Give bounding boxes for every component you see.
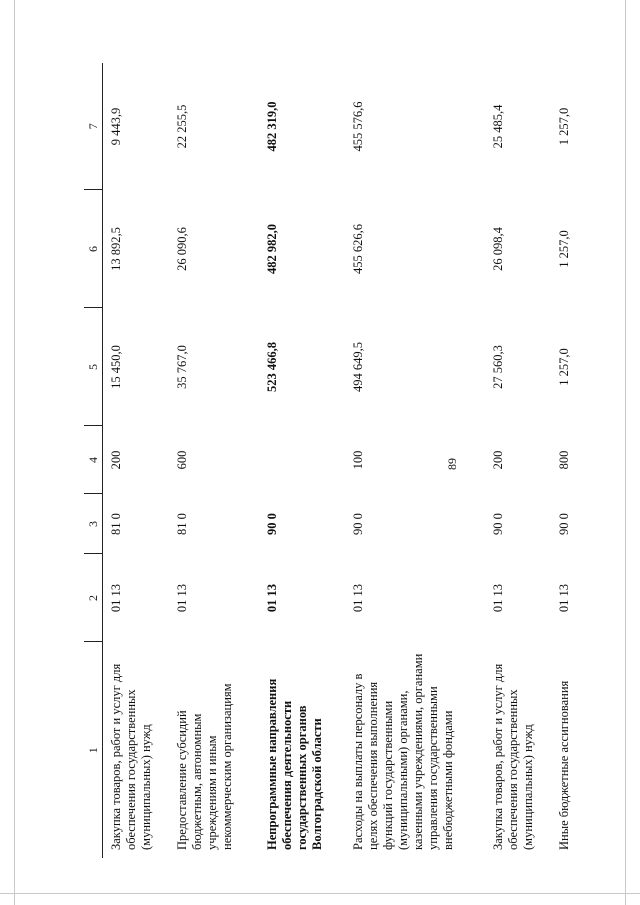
row-section: 01 13 (264, 583, 279, 613)
header-col-6: 6 (84, 190, 103, 308)
header-col-4: 4 (84, 426, 103, 494)
table-row (103, 63, 169, 858)
table-row (259, 63, 345, 858)
row-value-6: 455 626,6 (350, 224, 365, 274)
row-target: 90 0 (556, 513, 571, 535)
row-type (259, 426, 345, 494)
row-target: 90 0 (264, 513, 279, 535)
table-row (169, 63, 259, 858)
row-type: 100 (350, 450, 365, 470)
table-row (345, 63, 485, 858)
header-row (84, 63, 103, 858)
table-row (551, 63, 635, 858)
row-value-5: 523 466,8 (264, 342, 279, 392)
table-wrap (84, 63, 634, 858)
row-section: 01 13 (109, 583, 123, 613)
scan-edge-left (14, 0, 15, 905)
header-col-7: 7 (84, 63, 103, 190)
row-target: 90 0 (490, 513, 505, 535)
row-value-6: 13 892,5 (109, 227, 123, 271)
scan-edge-bottom (0, 893, 640, 894)
row-value-5: 27 560,3 (490, 345, 505, 389)
header-col-1: 1 (84, 642, 103, 858)
row-name: Расходы на выплаты персоналу в целях обеспечения выполнения функций государственными (муниципальными) органами, казенными учреждениями, органами управления государственными внебюджетными фондами (350, 653, 455, 850)
table-rotated-container (84, 63, 634, 858)
header-col-2: 2 (84, 554, 103, 642)
row-type: 800 (556, 450, 571, 470)
row-value-7: 1 257,0 (556, 107, 571, 146)
row-name: Закупка товаров, работ и услуг для обеспечения государственных (муниципальных) нужд (490, 663, 535, 850)
row-value-7: 25 485,4 (490, 104, 505, 149)
row-name: Непрограммные направления обеспечения деятельности государственных органов Волгоградской области (264, 678, 324, 850)
row-value-7: 22 255,5 (174, 104, 189, 149)
row-value-7: 9 443,9 (109, 107, 123, 146)
row-value-5: 1 257,0 (556, 348, 571, 386)
row-target: 81 0 (174, 513, 189, 535)
page-number: 89 (445, 458, 459, 470)
row-value-6: 26 098,4 (490, 227, 505, 271)
row-target: 90 0 (350, 513, 365, 535)
row-name: Иные бюджетные ассигнования (556, 680, 571, 850)
budget-table (84, 63, 634, 858)
row-type: 600 (174, 450, 189, 470)
row-value-7: 455 576,6 (350, 101, 365, 152)
row-value-5: 35 767,0 (174, 345, 189, 389)
row-name: Предоставление субсидий бюджетным, автономным учреждениям и иным некоммерческим организациям (174, 683, 234, 850)
row-target: 81 0 (109, 513, 123, 535)
table-row (485, 63, 551, 858)
row-type: 200 (490, 450, 505, 470)
row-value-7: 482 319,0 (264, 101, 279, 152)
row-value-5: 494 649,5 (350, 342, 365, 392)
row-name: Закупка товаров, работ и услуг для обеспечения государственных (муниципальных) нужд (109, 663, 153, 850)
row-value-5: 15 450,0 (109, 345, 123, 389)
row-section: 01 13 (556, 583, 571, 613)
row-value-6: 26 090,6 (174, 227, 189, 271)
row-value-6: 482 982,0 (264, 224, 279, 274)
header-col-5: 5 (84, 308, 103, 426)
row-type: 200 (109, 450, 123, 470)
row-section: 01 13 (490, 583, 505, 613)
header-col-3: 3 (84, 494, 103, 554)
row-value-6: 1 257,0 (556, 230, 571, 268)
row-section: 01 13 (350, 583, 365, 613)
row-section: 01 13 (174, 583, 189, 613)
